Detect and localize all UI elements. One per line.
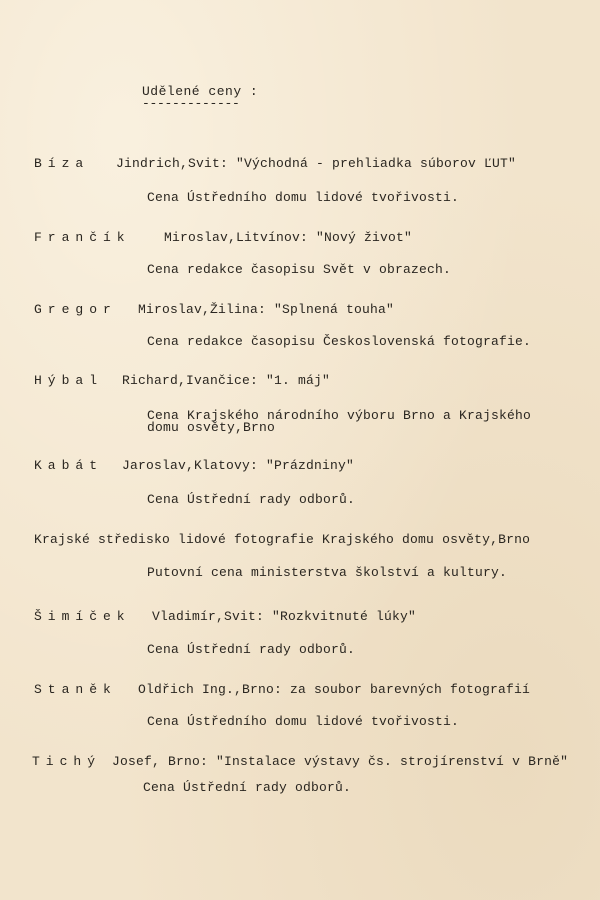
- laureate-institution: Krajské středisko lidové fotografie Krajského domu osvěty,Brno: [34, 532, 531, 547]
- laureate-details: Josef, Brno: "Instalace výstavy čs. strojírenství v Brně": [112, 754, 569, 769]
- award-text: Cena redakce časopisu Svět v obrazech.: [147, 262, 452, 277]
- page-heading: Udělené ceny :: [142, 84, 259, 99]
- laureate-details: Richard,Ivančice: "1. máj": [122, 373, 331, 388]
- laureate-details: Jaroslav,Klatovy: "Prázdniny": [122, 458, 355, 473]
- award-text: Cena Krajského národního výboru Brno a Krajského: [147, 408, 532, 423]
- award-text: Cena Ústřední rady odborů.: [143, 780, 352, 795]
- award-text: Cena Ústředního domu lidové tvořivosti.: [147, 714, 460, 729]
- award-text-continued: domu osvěty,Brno: [147, 420, 276, 435]
- laureate-details: Jindrich,Svit: "Východná - prehliadka súborov ĽUT": [116, 156, 517, 171]
- award-text: Cena Ústředního domu lidové tvořivosti.: [147, 190, 460, 205]
- laureate-surname: Tichý: [32, 754, 102, 769]
- award-text: Putovní cena ministerstva školství a kultury.: [147, 565, 508, 580]
- laureate-surname: Šimíček: [34, 609, 131, 624]
- laureate-details: Miroslav,Litvínov: "Nový život": [164, 230, 413, 245]
- laureate-surname: Hýbal: [34, 373, 104, 388]
- laureate-surname: Bíza: [34, 156, 90, 171]
- laureate-surname: Gregor: [34, 302, 117, 317]
- award-text: Cena redakce časopisu Československá fotografie.: [147, 334, 532, 349]
- laureate-surname: Frančík: [34, 230, 131, 245]
- laureate-surname: Kabát: [34, 458, 104, 473]
- laureate-details: Oldřich Ing.,Brno: za soubor barevných fotografií: [138, 682, 531, 697]
- award-text: Cena Ústřední rady odborů.: [147, 642, 356, 657]
- laureate-details: Vladimír,Svit: "Rozkvitnuté lúky": [152, 609, 417, 624]
- laureate-surname: Staněk: [34, 682, 117, 697]
- laureate-details: Miroslav,Žilina: "Splnená touha": [138, 302, 395, 317]
- heading-underline: -------------: [142, 96, 240, 111]
- award-text: Cena Ústřední rady odborů.: [147, 492, 356, 507]
